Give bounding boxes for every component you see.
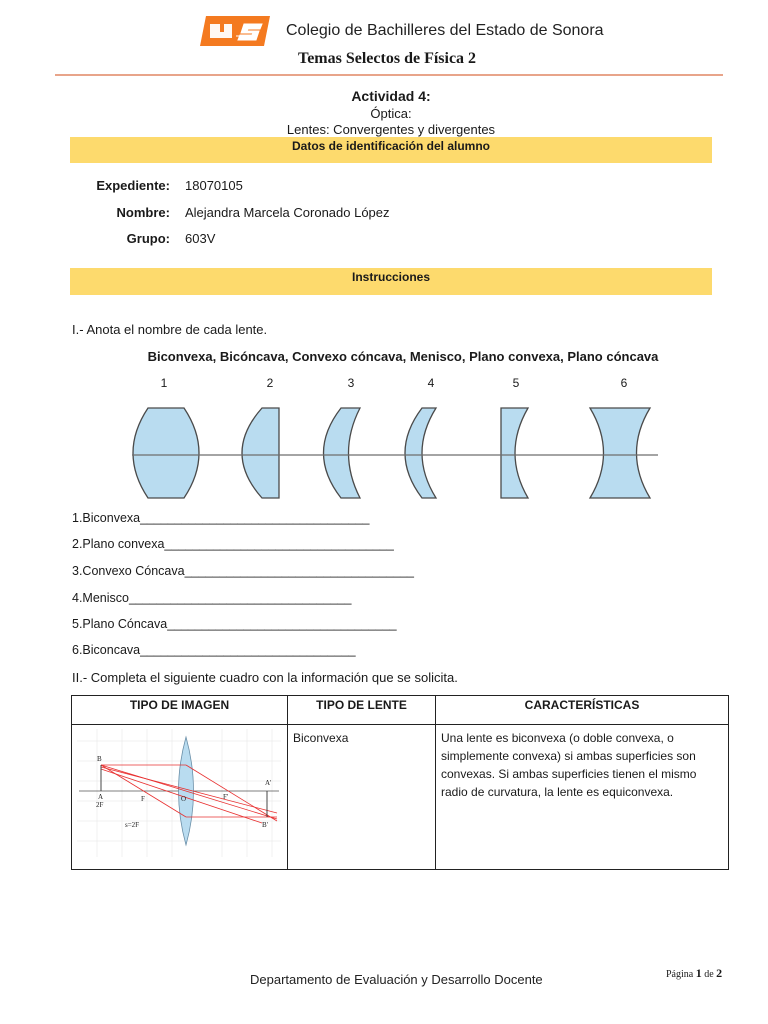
header-image-type: TIPO DE IMAGEN: [72, 696, 288, 725]
activity-title: Actividad 4:: [351, 88, 431, 104]
answer-line-1: 1.Biconvexa_________________________________: [72, 511, 370, 525]
answer-line-2: 2.Plano convexa_________________________________: [72, 537, 394, 551]
nombre-value: Alejandra Marcela Coronado López: [185, 205, 390, 220]
lens-3-convex-concave: [324, 408, 361, 498]
diagram-label-b: B: [97, 755, 102, 763]
activity-subtopic: Lentes: Convergentes y divergentes: [286, 122, 496, 137]
diagram-label-f-prime: F': [223, 793, 229, 801]
diagram-label-b-prime: B': [262, 821, 268, 829]
diagram-label-f: F: [141, 795, 145, 803]
question-1: I.- Anota el nombre de cada lente.: [72, 322, 268, 337]
table-row: [72, 725, 729, 870]
grupo-value: 603V: [185, 231, 216, 246]
ray-diagram: [77, 729, 281, 857]
question-2: II.- Completa el siguiente cuadro con la información que se solicita.: [72, 670, 458, 685]
lens-1-biconvex: [133, 408, 199, 498]
school-logo: [200, 16, 272, 46]
answer-line-4: 4.Menisco________________________________: [72, 591, 352, 605]
page-total: 2: [716, 966, 723, 980]
lens-2-plano-convex: [242, 408, 279, 498]
lens-number: 3: [347, 376, 355, 390]
page-word: Página: [666, 969, 694, 980]
nombre-label: Nombre:: [116, 205, 170, 220]
diagram-label-a: A: [98, 793, 104, 801]
subject-title: Temas Selectos de Física 2: [298, 50, 477, 67]
diagram-label-o: O: [181, 795, 187, 803]
lens-number: 6: [620, 376, 628, 390]
characteristics-cell: Una lente es biconvexa (o doble convexa, o simplemente convexa) si ambas superficies son convexas. Si ambas superficies tienen el mismo radio de curvatura, la lente es equiconvexa.: [436, 725, 729, 870]
lens-4-meniscus: [405, 408, 436, 498]
header-lens-type: TIPO DE LENTE: [288, 696, 436, 725]
lens-number: 5: [512, 376, 520, 390]
footer-department: Departamento de Evaluación y Desarrollo Docente: [250, 972, 543, 987]
lens-name-options: Biconvexa, Bicóncava, Convexo cóncava, Menisco, Plano convexa, Plano cóncava: [147, 349, 659, 364]
diagram-label-s: s=2F: [125, 821, 140, 829]
lens-info-table: [71, 695, 729, 870]
lens-types-diagram: [120, 398, 665, 508]
grupo-label: Grupo:: [126, 231, 170, 246]
image-type-cell: [72, 725, 288, 870]
lens-number: 1: [160, 376, 168, 390]
header-divider: [55, 74, 723, 76]
lens-number: 4: [427, 376, 435, 390]
instructions-section-header: Instrucciones: [70, 268, 712, 295]
answer-line-6: 6.Biconcava_______________________________: [72, 643, 356, 657]
lens-5-plano-concave: [501, 408, 528, 498]
answer-line-5: 5.Plano Cóncava_________________________________: [72, 617, 397, 631]
page-current: 1: [695, 966, 702, 980]
answer-line-3: 3.Convexo Cóncava_________________________________: [72, 564, 414, 578]
table-header-row: [72, 696, 729, 725]
institution-name: Colegio de Bachilleres del Estado de Sonora: [286, 22, 604, 39]
page-number: [666, 966, 722, 981]
identification-section-header: Datos de identificación del alumno: [70, 137, 712, 163]
expediente-value: 18070105: [185, 178, 243, 193]
activity-topic: Óptica:: [370, 106, 412, 121]
header-characteristics: CARACTERÍSTICAS: [436, 696, 729, 725]
page-of: de: [704, 969, 714, 980]
diagram-label-2f: 2F: [96, 801, 104, 809]
diagram-label-a-prime: A': [265, 779, 272, 787]
expediente-label: Expediente:: [96, 178, 170, 193]
lens-number: 2: [266, 376, 274, 390]
lens-6-biconcave: [590, 408, 650, 498]
lens-type-cell: Biconvexa: [288, 725, 436, 870]
